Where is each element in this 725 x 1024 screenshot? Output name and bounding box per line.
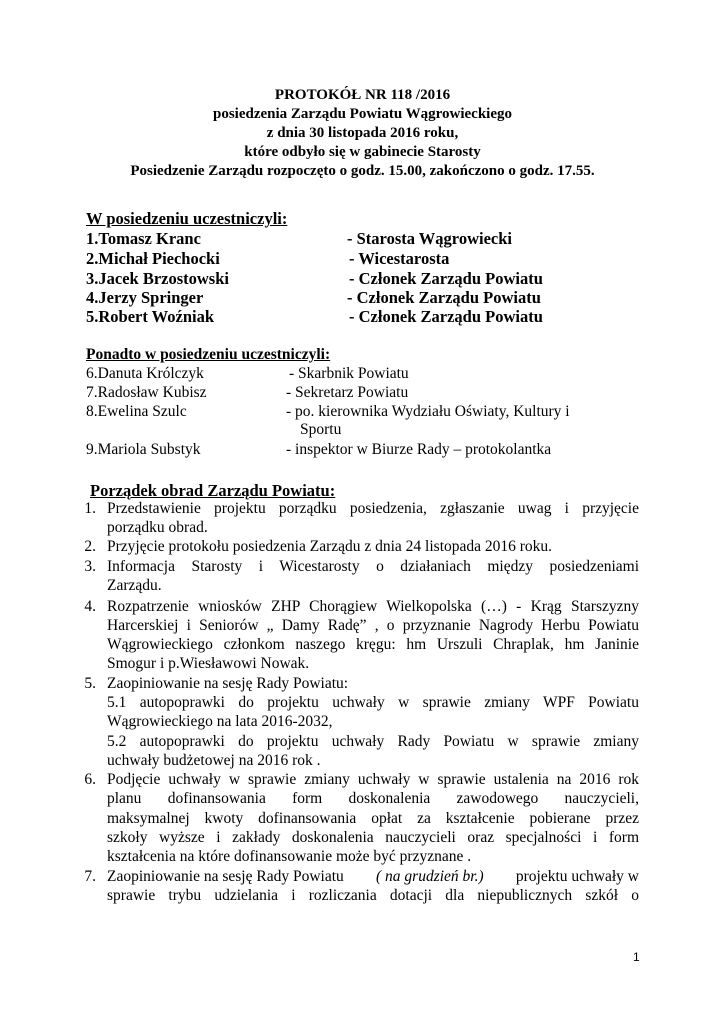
date-line: z dnia 30 listopada 2016 roku, xyxy=(266,125,459,141)
agenda-item-text: projektu uchwały w xyxy=(515,868,639,885)
other-participant-name: 8.Ewelina Szulc xyxy=(86,403,187,420)
agenda-item-line: porządku obrad. xyxy=(107,519,208,536)
agenda-item-line: Zarządu. xyxy=(107,577,162,594)
agenda-item-number: 4. xyxy=(84,598,96,615)
agenda-item-line-mixed xyxy=(107,868,639,886)
participants-heading: W posiedzeniu uczestniczyli: xyxy=(86,209,288,228)
agenda-item-line: Smogur i p.Wiesławowi Nowak. xyxy=(107,655,310,672)
agenda-item-number: 6. xyxy=(84,771,96,788)
agenda-item-line: Przyjęcie protokołu posiedzenia Zarządu z dnia 24 listopada 2016 roku. xyxy=(107,538,553,555)
participant-role: - Członek Zarządu Powiatu xyxy=(349,307,543,326)
agenda-item-line: planu dofinansowania form doskonalenia zawodowego nauczycieli, xyxy=(107,790,639,807)
agenda-item-line: sprawie trybu udzielania i rozliczania dotacji dla niepublicznych szkół o xyxy=(107,887,639,904)
other-participant-role: - inspektor w Biurze Rady – protokolantka xyxy=(286,441,552,458)
agenda-item-line: Zaopiniowanie na sesję Rady Powiatu: xyxy=(107,675,349,692)
participant-name: 1.Tomasz Kranc xyxy=(86,229,201,248)
other-participant-role-continuation: Sportu xyxy=(300,421,342,438)
participant-role: - Wicestarosta xyxy=(349,249,450,268)
agenda-item-line: Przedstawienie projektu porządku posiedzenia, zgłaszanie uwag i przyjęcie xyxy=(107,500,639,517)
agenda-item-line: Rozpatrzenie wniosków ZHP Chorągiew Wielkopolska (…) - Krąg Starszyzny xyxy=(107,598,639,615)
agenda-item-line: kształcenia na które dofinansowanie może być przyznane . xyxy=(107,848,472,865)
others-heading: Ponadto w posiedzeniu uczestniczyli: xyxy=(86,346,331,363)
participant-role: - Członek Zarządu Powiatu xyxy=(347,288,541,307)
agenda-item-line: Informacja Starosty i Wicestarosty o działaniach między posiedzeniami xyxy=(107,558,639,575)
document-title: PROTOKÓŁ NR 118 /2016 xyxy=(274,87,451,103)
agenda-item-line: Podjęcie uchwały w sprawie zmiany uchwały w sprawie ustalenia na 2016 rok xyxy=(107,771,639,788)
participant-name: 3.Jacek Brzostowski xyxy=(86,269,229,288)
agenda-item-italic-note: ( na grudzień br.) xyxy=(376,868,484,885)
agenda-item-number: 2. xyxy=(84,538,96,555)
participant-name: 5.Robert Woźniak xyxy=(86,307,215,326)
participant-role: - Starosta Wągrowiecki xyxy=(347,229,512,248)
agenda-item-number: 1. xyxy=(84,500,96,517)
other-participant-name: 7.Radosław Kubisz xyxy=(86,384,207,401)
agenda-item-line: uchwały budżetowej na 2016 rok . xyxy=(107,752,321,769)
other-participant-role: - Skarbnik Powiatu xyxy=(289,365,409,382)
agenda-item-line: szkoły wyższe i zakłady doskonalenia nauczycieli oraz specjalności i form xyxy=(107,829,639,846)
other-participant-name: 6.Danuta Królczyk xyxy=(86,365,204,382)
agenda-item-line: 5.2 autopoprawki do projektu uchwały Rady Powiatu w sprawie zmiany xyxy=(107,733,639,750)
other-participant-role: - Sekretarz Powiatu xyxy=(286,384,409,401)
page-number: 1 xyxy=(633,950,640,964)
agenda-item-line: Wągrowieckiego członkom naszego kręgu: hm Urszuli Chraplak, hm Janinie xyxy=(107,636,639,653)
other-participant-name: 9.Mariola Substyk xyxy=(86,441,201,458)
agenda-item-line: Wągrowieckiego na lata 2016-2032, xyxy=(107,713,333,730)
agenda-heading: Porządek obrad Zarządu Powiatu: xyxy=(90,481,336,500)
participant-role: - Członek Zarządu Powiatu xyxy=(349,269,543,288)
participant-name: 2.Michał Piechocki xyxy=(86,249,220,268)
document-subtitle: posiedzenia Zarządu Powiatu Wągrowieckiego xyxy=(212,106,513,122)
agenda-item-number: 3. xyxy=(84,558,96,575)
other-participant-role: - po. kierownika Wydziału Oświaty, Kultury i xyxy=(286,403,570,420)
agenda-item-line: Harcerskiej i Seniorów „ Damy Radę” , o przyznanie Nagrody Herbu Powiatu xyxy=(107,617,639,634)
agenda-item-number: 5. xyxy=(84,675,96,692)
agenda-item-line: maksymalnej kwoty dofinansowania opłat za kształcenie pobierane przez xyxy=(107,810,639,827)
agenda-item-number: 7. xyxy=(84,868,96,885)
place-line: które odbyło się w gabinecie Starosty xyxy=(244,144,481,160)
time-line: Posiedzenie Zarządu rozpoczęto o godz. 15.00, zakończono o godz. 17.55. xyxy=(130,163,595,179)
agenda-item-text: Zaopiniowanie na sesję Rady Powiatu xyxy=(107,868,344,885)
agenda-item-line: 5.1 autopoprawki do projektu uchwały w sprawie zmiany WPF Powiatu xyxy=(107,694,639,711)
participant-name: 4.Jerzy Springer xyxy=(86,288,204,307)
